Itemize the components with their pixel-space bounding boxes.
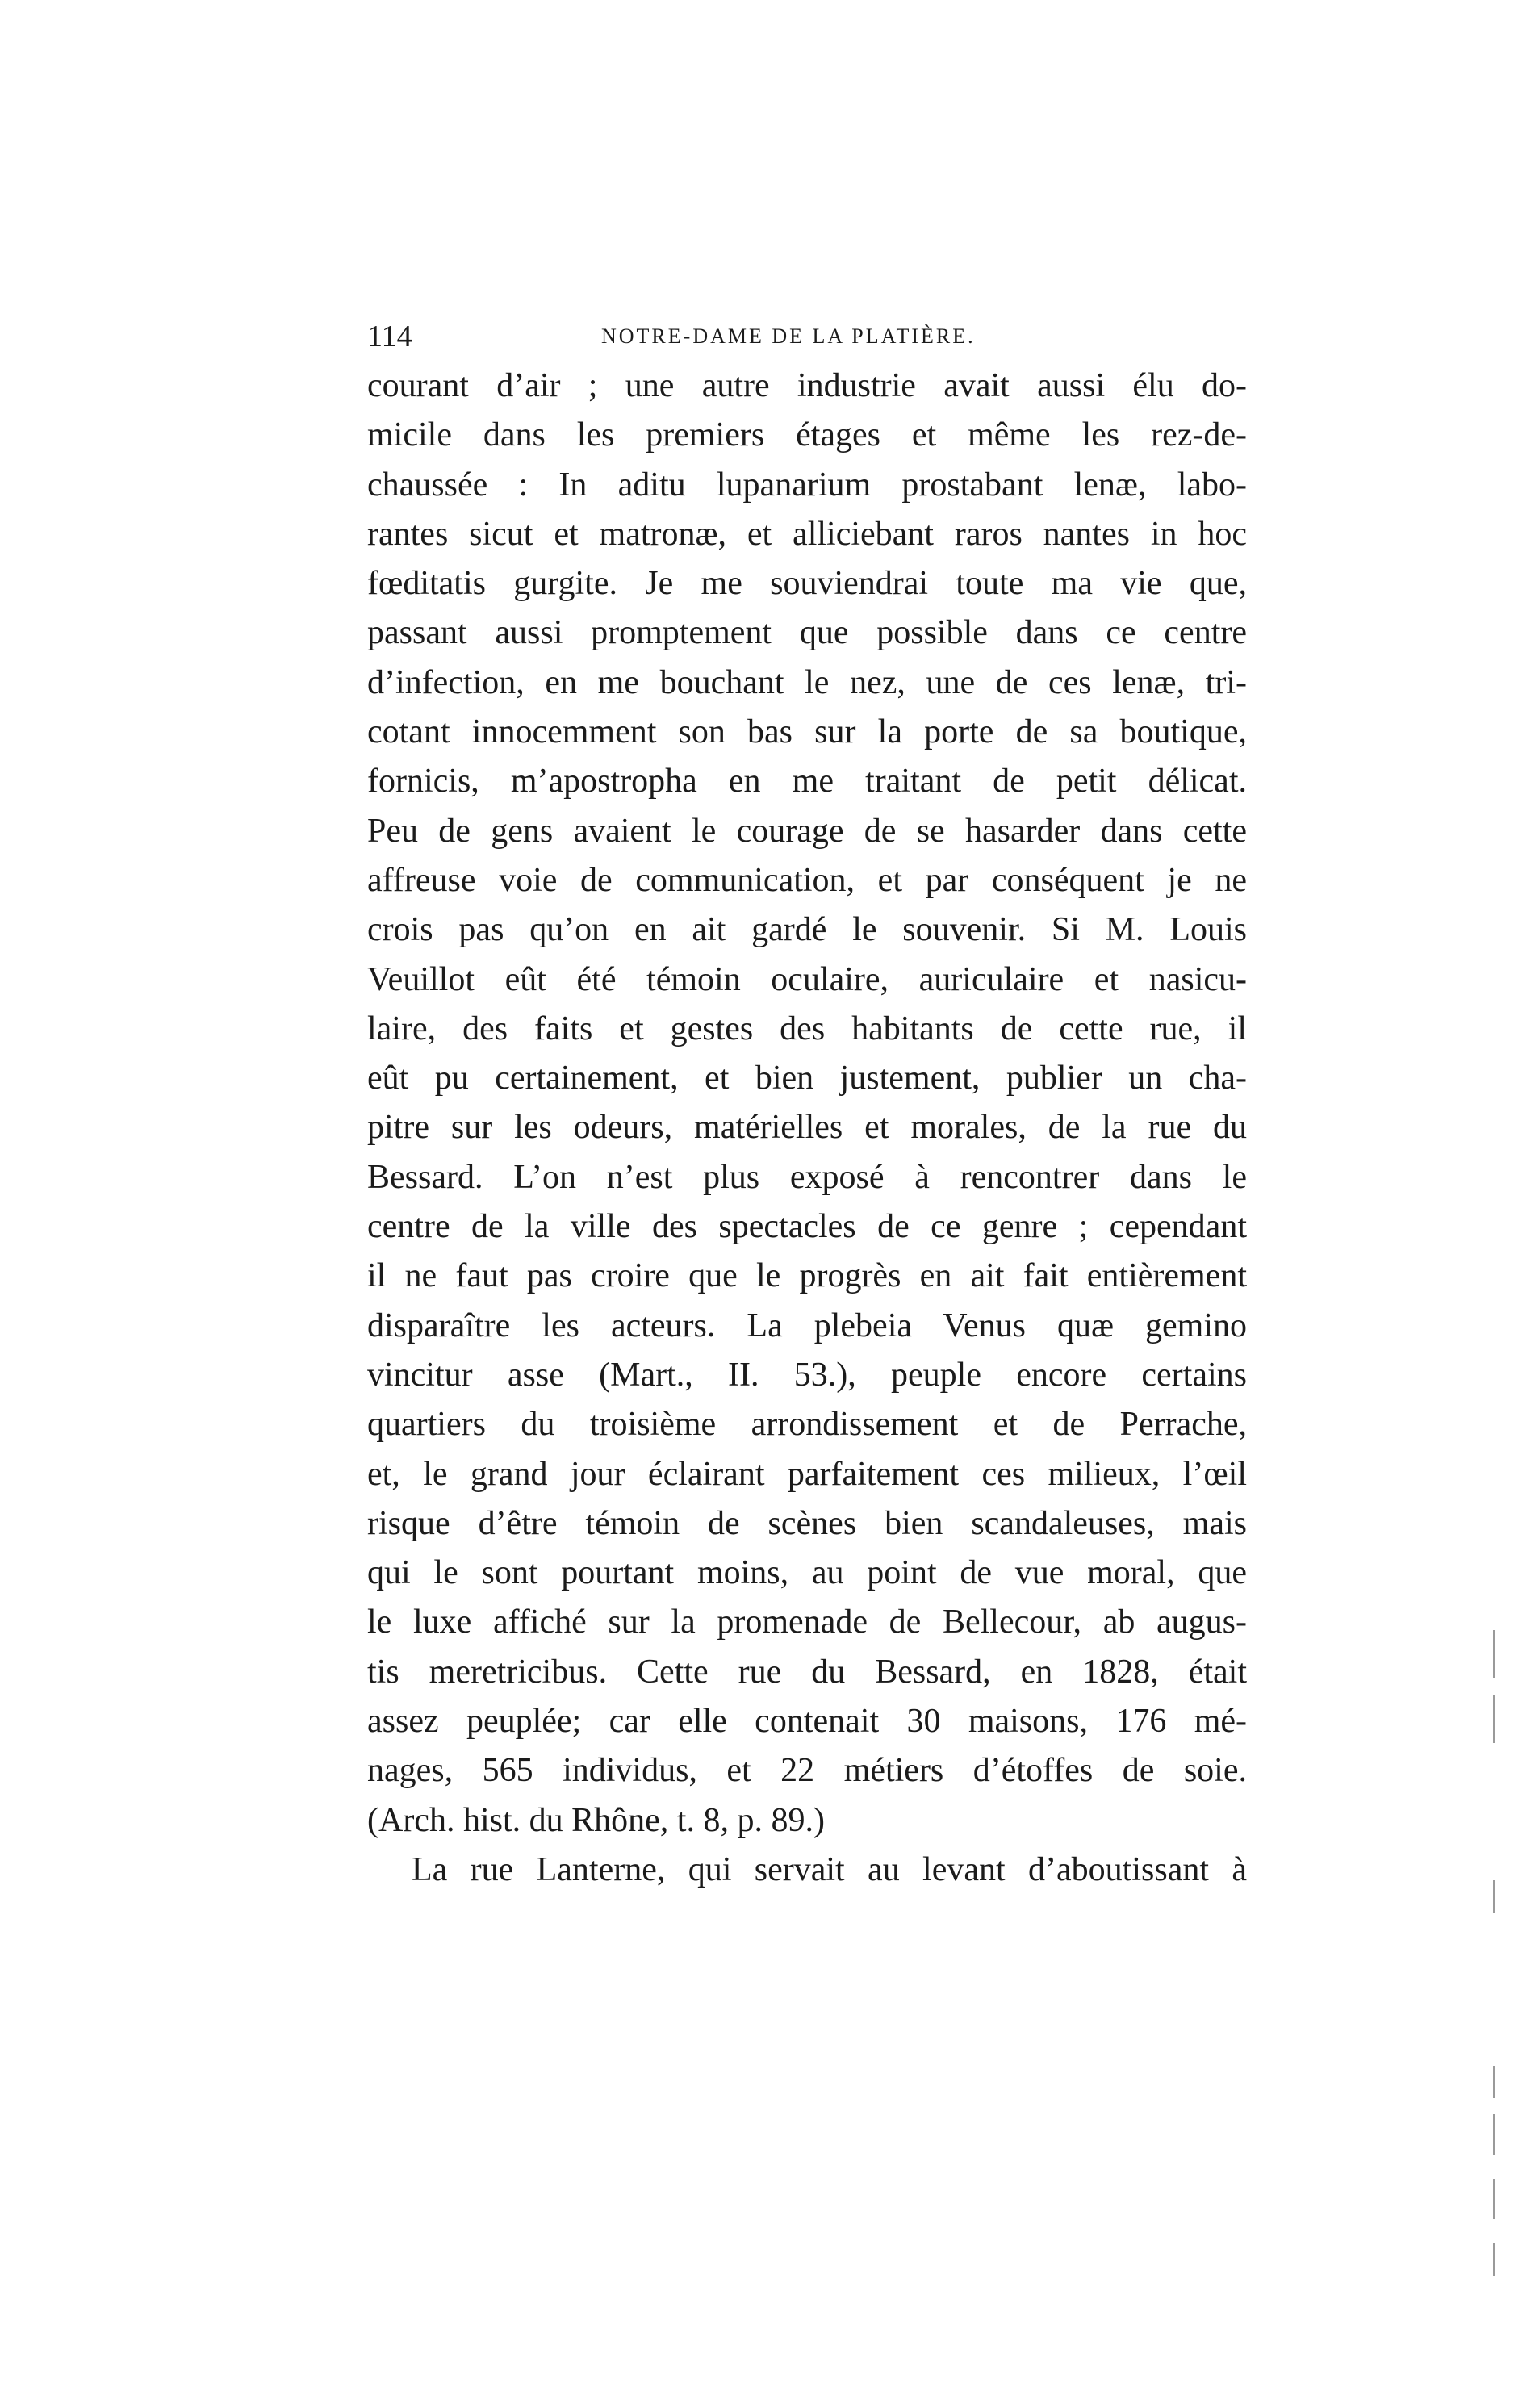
text-line: pitre sur les odeurs, matérielles et morales, de la rue du: [367, 1109, 1247, 1147]
text-line: et, le grand jour éclairant parfaitement ces milieux, l’œil: [367, 1455, 1247, 1493]
text-line: qui le sont pourtant moins, au point de vue moral, que: [367, 1554, 1247, 1592]
scan-mark: [1493, 1880, 1495, 1913]
text-line: laire, des faits et gestes des habitants de cette rue, il: [367, 1010, 1247, 1047]
scan-mark: [1493, 2066, 1495, 2098]
text-line: Bessard. L’on n’est plus exposé à rencontrer dans le: [367, 1158, 1247, 1196]
text-line: Peu de gens avaient le courage de se hasarder dans cette: [367, 812, 1247, 850]
text-line: cotant innocemment son bas sur la porte de sa boutique,: [367, 713, 1247, 751]
text-line: Veuillot eût été témoin oculaire, auriculaire et nasicu-: [367, 960, 1247, 998]
scan-mark: [1493, 2114, 1495, 2155]
text-line: nages, 565 individus, et 22 métiers d’étoffes de soie.: [367, 1752, 1247, 1790]
text-line: le luxe affiché sur la promenade de Bellecour, ab augus-: [367, 1603, 1247, 1641]
scan-mark: [1493, 2179, 1495, 2219]
text-line: d’infection, en me bouchant le nez, une de ces lenæ, tri-: [367, 663, 1247, 701]
text-line: chaussée : In aditu lupanarium prostabant lenæ, labo-: [367, 466, 1247, 504]
text-line: risque d’être témoin de scènes bien scandaleuses, mais: [367, 1504, 1247, 1542]
scan-mark: [1493, 1630, 1495, 1678]
text-line: assez peuplée; car elle contenait 30 maisons, 176 mé-: [367, 1703, 1247, 1741]
running-title: NOTRE-DAME DE LA PLATIÈRE.: [601, 324, 976, 348]
text-line: centre de la ville des spectacles de ce genre ; cependant: [367, 1208, 1247, 1246]
text-line: quartiers du troisième arrondissement et de Perrache,: [367, 1406, 1247, 1444]
scan-mark: [1493, 1695, 1495, 1743]
page-header: [367, 316, 1239, 357]
text-line: fornicis, m’apostropha en me traitant de petit délicat.: [367, 763, 1247, 801]
body-text: [367, 362, 1247, 1895]
text-line: (Arch. hist. du Rhône, t. 8, p. 89.): [367, 1801, 825, 1839]
text-line: fœditatis gurgite. Je me souviendrai toute ma vie que,: [367, 565, 1247, 603]
text-line: il ne faut pas croire que le progrès en ait fait entièrement: [367, 1257, 1247, 1295]
text-line: rantes sicut et matronæ, et alliciebant raros nantes in hoc: [367, 515, 1247, 553]
text-line: vincitur asse (Mart., II. 53.), peuple encore certains: [367, 1356, 1247, 1394]
text-line: courant d’air ; une autre industrie avait aussi élu do-: [367, 367, 1247, 404]
text-line: crois pas qu’on en ait gardé le souvenir. Si M. Louis: [367, 911, 1247, 949]
text-line: tis meretricibus. Cette rue du Bessard, en 1828, était: [367, 1653, 1247, 1691]
text-line: affreuse voie de communication, et par conséquent je ne: [367, 861, 1247, 899]
scan-mark: [1493, 2243, 1495, 2276]
text-line: La rue Lanterne, qui servait au levant d’aboutissant à: [412, 1850, 1247, 1888]
page-number: 114: [367, 320, 412, 353]
text-line: passant aussi promptement que possible dans ce centre: [367, 614, 1247, 652]
text-line: eût pu certainement, et bien justement, publier un cha-: [367, 1060, 1247, 1097]
text-line: disparaître les acteurs. La plebeia Venus quæ gemino: [367, 1306, 1247, 1344]
text-line: micile dans les premiers étages et même les rez-de-: [367, 416, 1247, 454]
